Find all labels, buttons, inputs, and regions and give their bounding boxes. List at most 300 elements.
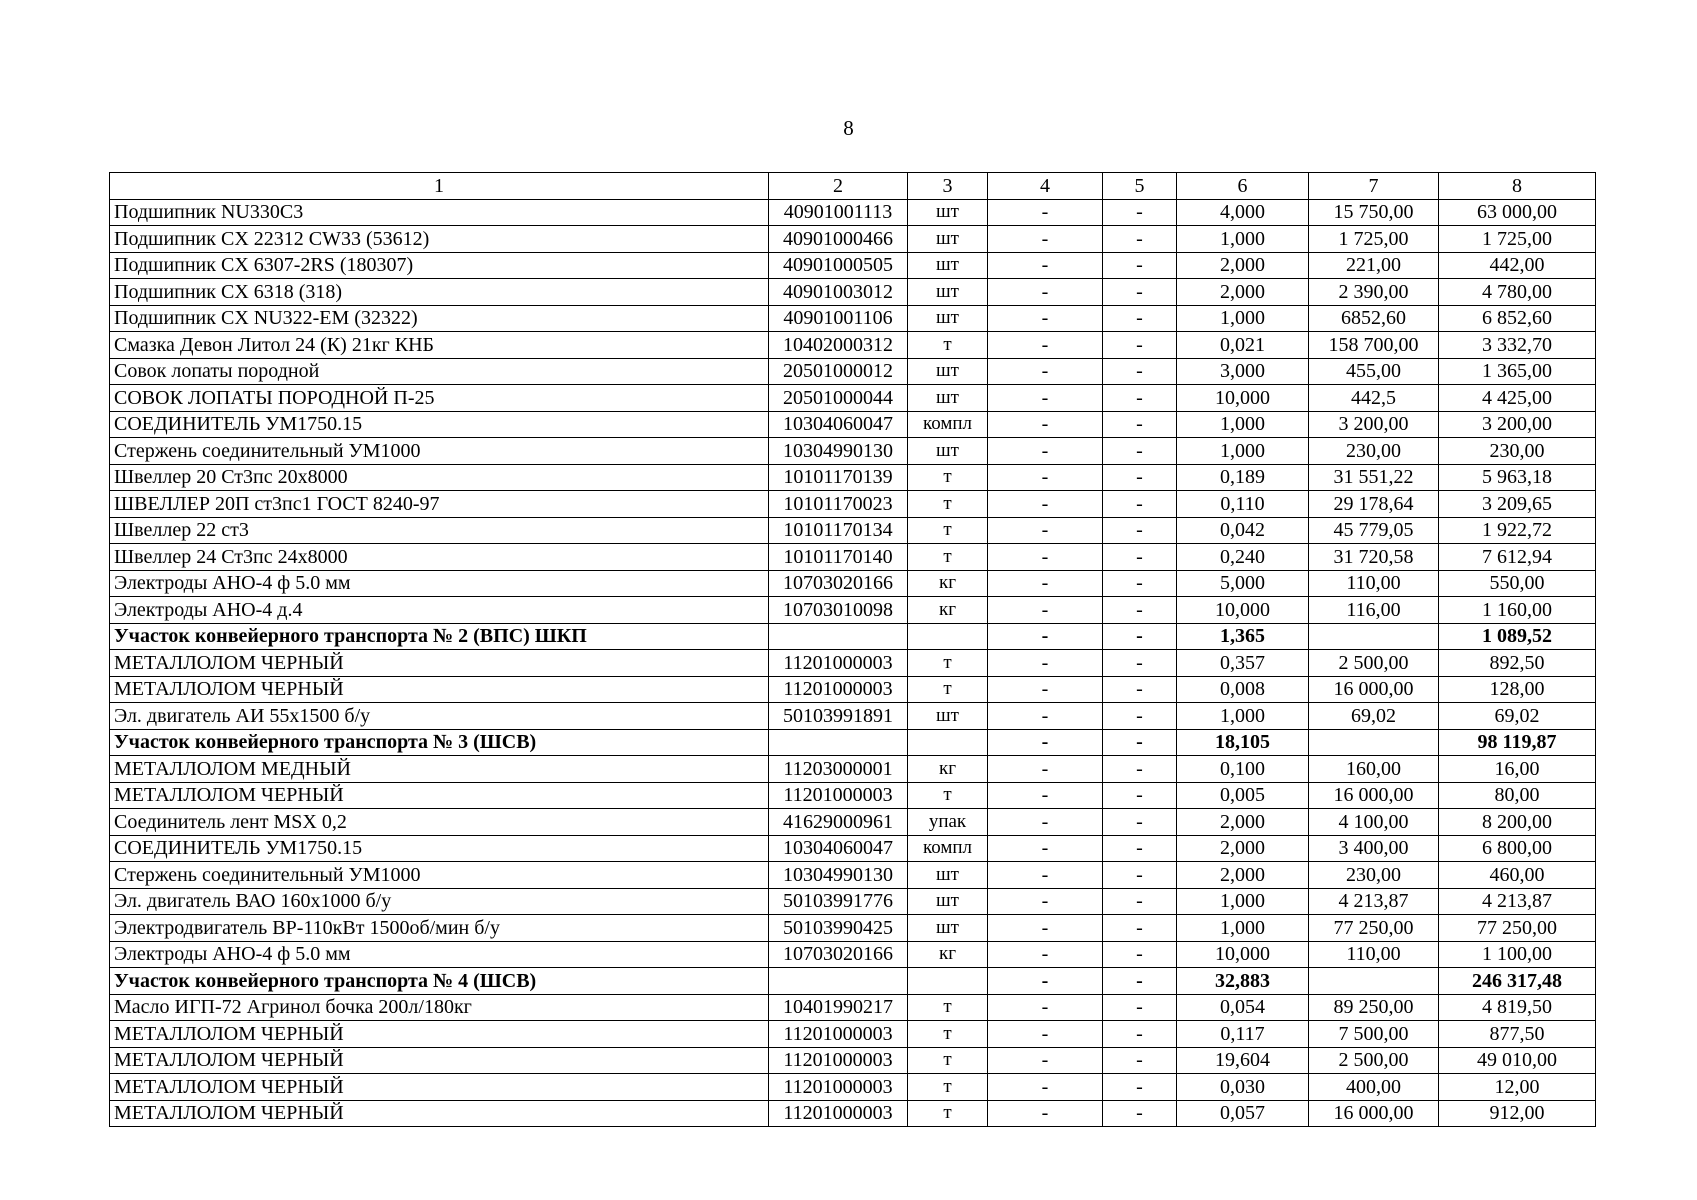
col-4-value: - <box>988 226 1103 253</box>
col-5-value: - <box>1103 226 1177 253</box>
table-row <box>110 835 1596 862</box>
unit-price: 2 390,00 <box>1309 279 1439 306</box>
col-5-value: - <box>1103 491 1177 518</box>
table-row <box>110 517 1596 544</box>
quantity: 0,008 <box>1177 676 1309 703</box>
total-amount: 246 317,48 <box>1439 968 1596 995</box>
unit-price: 69,02 <box>1309 703 1439 730</box>
item-unit: кг <box>908 756 988 783</box>
col-4-value: - <box>988 809 1103 836</box>
item-code: 50103991776 <box>769 888 908 915</box>
col-4-value: - <box>988 862 1103 889</box>
unit-price: 2 500,00 <box>1309 1047 1439 1074</box>
col-4-value: - <box>988 1074 1103 1101</box>
quantity: 0,189 <box>1177 464 1309 491</box>
table-row <box>110 226 1596 253</box>
item-name: Участок конвейерного транспорта № 4 (ШСВ) <box>110 968 769 995</box>
total-amount: 3 209,65 <box>1439 491 1596 518</box>
total-amount: 7 612,94 <box>1439 544 1596 571</box>
unit-price: 230,00 <box>1309 862 1439 889</box>
col-5-value: - <box>1103 968 1177 995</box>
section-row <box>110 968 1596 995</box>
item-name: СОВОК ЛОПАТЫ ПОРОДНОЙ П-25 <box>110 385 769 412</box>
table-row <box>110 703 1596 730</box>
item-code: 10304990130 <box>769 438 908 465</box>
col-4-value: - <box>988 650 1103 677</box>
item-unit: кг <box>908 597 988 624</box>
col-4-value: - <box>988 888 1103 915</box>
total-amount: 5 963,18 <box>1439 464 1596 491</box>
quantity: 1,000 <box>1177 411 1309 438</box>
col-5-value: - <box>1103 544 1177 571</box>
quantity: 0,240 <box>1177 544 1309 571</box>
quantity: 2,000 <box>1177 809 1309 836</box>
section-row <box>110 623 1596 650</box>
item-name: Соединитель лент MSX 0,2 <box>110 809 769 836</box>
unit-price: 89 250,00 <box>1309 994 1439 1021</box>
table-row <box>110 252 1596 279</box>
table-row <box>110 782 1596 809</box>
item-unit: т <box>908 491 988 518</box>
item-unit: т <box>908 1047 988 1074</box>
item-code: 40901001106 <box>769 305 908 332</box>
item-code <box>769 623 908 650</box>
item-name: Подшипник NU330C3 <box>110 199 769 226</box>
item-unit: т <box>908 1074 988 1101</box>
quantity: 3,000 <box>1177 358 1309 385</box>
item-code: 10101170140 <box>769 544 908 571</box>
unit-price: 160,00 <box>1309 756 1439 783</box>
unit-price: 16 000,00 <box>1309 1100 1439 1127</box>
column-number-1: 1 <box>110 173 769 200</box>
item-unit: т <box>908 650 988 677</box>
item-code: 10304060047 <box>769 411 908 438</box>
column-number-7: 7 <box>1309 173 1439 200</box>
total-amount: 77 250,00 <box>1439 915 1596 942</box>
table-row <box>110 199 1596 226</box>
quantity: 10,000 <box>1177 941 1309 968</box>
total-amount: 442,00 <box>1439 252 1596 279</box>
item-name: Совок лопаты породной <box>110 358 769 385</box>
quantity: 0,054 <box>1177 994 1309 1021</box>
quantity: 0,100 <box>1177 756 1309 783</box>
total-amount: 6 852,60 <box>1439 305 1596 332</box>
table-row <box>110 305 1596 332</box>
total-amount: 128,00 <box>1439 676 1596 703</box>
unit-price: 158 700,00 <box>1309 332 1439 359</box>
total-amount: 1 089,52 <box>1439 623 1596 650</box>
table-row <box>110 650 1596 677</box>
column-number-5: 5 <box>1103 173 1177 200</box>
data-table <box>109 172 1596 1127</box>
item-code: 11201000003 <box>769 1100 908 1127</box>
item-code: 11201000003 <box>769 782 908 809</box>
item-unit: кг <box>908 570 988 597</box>
unit-price: 1 725,00 <box>1309 226 1439 253</box>
quantity: 2,000 <box>1177 862 1309 889</box>
item-code: 20501000012 <box>769 358 908 385</box>
item-unit: шт <box>908 915 988 942</box>
item-name: Швеллер 20 Ст3пс 20х8000 <box>110 464 769 491</box>
quantity: 0,030 <box>1177 1074 1309 1101</box>
item-name: Подшипник CX 6318 (318) <box>110 279 769 306</box>
item-name: Эл. двигатель АИ 55х1500 б/у <box>110 703 769 730</box>
col-4-value: - <box>988 438 1103 465</box>
quantity: 1,000 <box>1177 703 1309 730</box>
item-name: МЕТАЛЛОЛОМ ЧЕРНЫЙ <box>110 1021 769 1048</box>
col-5-value: - <box>1103 1100 1177 1127</box>
item-unit: т <box>908 544 988 571</box>
item-name: СОЕДИНИТЕЛЬ УМ1750.15 <box>110 411 769 438</box>
item-code: 40901000466 <box>769 226 908 253</box>
col-4-value: - <box>988 199 1103 226</box>
table-row <box>110 332 1596 359</box>
item-code: 10304060047 <box>769 835 908 862</box>
quantity: 10,000 <box>1177 385 1309 412</box>
table-row <box>110 1021 1596 1048</box>
col-5-value: - <box>1103 862 1177 889</box>
col-5-value: - <box>1103 252 1177 279</box>
total-amount: 550,00 <box>1439 570 1596 597</box>
col-5-value: - <box>1103 650 1177 677</box>
item-name: Электроды АНО-4 ф 5.0 мм <box>110 941 769 968</box>
column-number-2: 2 <box>769 173 908 200</box>
col-4-value: - <box>988 676 1103 703</box>
item-unit: шт <box>908 703 988 730</box>
item-name: Стержень соединительный УМ1000 <box>110 438 769 465</box>
total-amount: 1 160,00 <box>1439 597 1596 624</box>
item-name: МЕТАЛЛОЛОМ ЧЕРНЫЙ <box>110 650 769 677</box>
item-name: Подшипник CX 22312 CW33 (53612) <box>110 226 769 253</box>
item-unit: шт <box>908 888 988 915</box>
column-number-3: 3 <box>908 173 988 200</box>
quantity: 18,105 <box>1177 729 1309 756</box>
table-row <box>110 464 1596 491</box>
item-code: 11201000003 <box>769 1074 908 1101</box>
quantity: 2,000 <box>1177 835 1309 862</box>
unit-price: 221,00 <box>1309 252 1439 279</box>
item-unit: т <box>908 517 988 544</box>
col-4-value: - <box>988 544 1103 571</box>
quantity: 1,000 <box>1177 915 1309 942</box>
item-unit <box>908 729 988 756</box>
item-unit: шт <box>908 305 988 332</box>
col-5-value: - <box>1103 305 1177 332</box>
quantity: 0,110 <box>1177 491 1309 518</box>
quantity: 1,000 <box>1177 305 1309 332</box>
quantity: 2,000 <box>1177 252 1309 279</box>
quantity: 10,000 <box>1177 597 1309 624</box>
unit-price <box>1309 729 1439 756</box>
item-name: МЕТАЛЛОЛОМ МЕДНЫЙ <box>110 756 769 783</box>
item-code: 10402000312 <box>769 332 908 359</box>
total-amount: 3 332,70 <box>1439 332 1596 359</box>
item-name: Стержень соединительный УМ1000 <box>110 862 769 889</box>
col-5-value: - <box>1103 385 1177 412</box>
total-amount: 460,00 <box>1439 862 1596 889</box>
unit-price: 6852,60 <box>1309 305 1439 332</box>
item-code: 10401990217 <box>769 994 908 1021</box>
col-4-value: - <box>988 968 1103 995</box>
item-name: СОЕДИНИТЕЛЬ УМ1750.15 <box>110 835 769 862</box>
item-code: 11201000003 <box>769 650 908 677</box>
total-amount: 892,50 <box>1439 650 1596 677</box>
table-body <box>110 173 1596 1127</box>
total-amount: 80,00 <box>1439 782 1596 809</box>
item-unit: шт <box>908 279 988 306</box>
col-4-value: - <box>988 358 1103 385</box>
total-amount: 230,00 <box>1439 438 1596 465</box>
total-amount: 63 000,00 <box>1439 199 1596 226</box>
col-5-value: - <box>1103 835 1177 862</box>
total-amount: 1 725,00 <box>1439 226 1596 253</box>
item-code: 10703020166 <box>769 941 908 968</box>
item-name: МЕТАЛЛОЛОМ ЧЕРНЫЙ <box>110 1074 769 1101</box>
item-name: Участок конвейерного транспорта № 2 (ВПС) ШКП <box>110 623 769 650</box>
quantity: 0,042 <box>1177 517 1309 544</box>
col-5-value: - <box>1103 411 1177 438</box>
item-unit: шт <box>908 226 988 253</box>
quantity: 1,000 <box>1177 226 1309 253</box>
item-unit: т <box>908 782 988 809</box>
item-code: 50103991891 <box>769 703 908 730</box>
quantity: 32,883 <box>1177 968 1309 995</box>
item-name: Масло ИГП-72 Агринол бочка 200л/180кг <box>110 994 769 1021</box>
unit-price: 116,00 <box>1309 597 1439 624</box>
unit-price: 29 178,64 <box>1309 491 1439 518</box>
col-5-value: - <box>1103 358 1177 385</box>
unit-price: 7 500,00 <box>1309 1021 1439 1048</box>
item-unit: упак <box>908 809 988 836</box>
col-5-value: - <box>1103 623 1177 650</box>
quantity: 0,057 <box>1177 1100 1309 1127</box>
item-code: 40901000505 <box>769 252 908 279</box>
col-5-value: - <box>1103 464 1177 491</box>
col-5-value: - <box>1103 756 1177 783</box>
col-5-value: - <box>1103 517 1177 544</box>
section-row <box>110 729 1596 756</box>
col-4-value: - <box>988 597 1103 624</box>
col-5-value: - <box>1103 279 1177 306</box>
item-name: Смазка Девон Литол 24 (К) 21кг КНБ <box>110 332 769 359</box>
col-5-value: - <box>1103 332 1177 359</box>
item-code: 10703020166 <box>769 570 908 597</box>
quantity: 1,000 <box>1177 888 1309 915</box>
col-5-value: - <box>1103 703 1177 730</box>
col-4-value: - <box>988 729 1103 756</box>
item-code: 10101170023 <box>769 491 908 518</box>
col-4-value: - <box>988 1100 1103 1127</box>
item-name: МЕТАЛЛОЛОМ ЧЕРНЫЙ <box>110 1100 769 1127</box>
table-row <box>110 491 1596 518</box>
item-code: 11201000003 <box>769 676 908 703</box>
col-5-value: - <box>1103 915 1177 942</box>
item-unit: шт <box>908 862 988 889</box>
col-4-value: - <box>988 623 1103 650</box>
unit-price <box>1309 968 1439 995</box>
item-code: 50103990425 <box>769 915 908 942</box>
unit-price: 400,00 <box>1309 1074 1439 1101</box>
total-amount: 4 425,00 <box>1439 385 1596 412</box>
col-4-value: - <box>988 305 1103 332</box>
total-amount: 1 365,00 <box>1439 358 1596 385</box>
col-5-value: - <box>1103 676 1177 703</box>
col-5-value: - <box>1103 729 1177 756</box>
item-code: 11201000003 <box>769 1047 908 1074</box>
unit-price: 230,00 <box>1309 438 1439 465</box>
item-unit: компл <box>908 835 988 862</box>
col-4-value: - <box>988 517 1103 544</box>
item-unit <box>908 968 988 995</box>
quantity: 0,005 <box>1177 782 1309 809</box>
item-name: Эл. двигатель ВАО 160х1000 б/у <box>110 888 769 915</box>
column-number-row <box>110 173 1596 200</box>
item-unit: шт <box>908 358 988 385</box>
item-name: Электродвигатель ВР-110кВт 1500об/мин б/у <box>110 915 769 942</box>
unit-price: 31 551,22 <box>1309 464 1439 491</box>
table-row <box>110 544 1596 571</box>
item-unit: шт <box>908 438 988 465</box>
column-number-4: 4 <box>988 173 1103 200</box>
table-row <box>110 756 1596 783</box>
table-row <box>110 411 1596 438</box>
table-row <box>110 597 1596 624</box>
quantity: 0,117 <box>1177 1021 1309 1048</box>
col-4-value: - <box>988 994 1103 1021</box>
col-4-value: - <box>988 411 1103 438</box>
table-row <box>110 385 1596 412</box>
item-code: 40901001113 <box>769 199 908 226</box>
quantity: 4,000 <box>1177 199 1309 226</box>
item-code <box>769 968 908 995</box>
total-amount: 6 800,00 <box>1439 835 1596 862</box>
total-amount: 49 010,00 <box>1439 1047 1596 1074</box>
unit-price: 442,5 <box>1309 385 1439 412</box>
item-name: Швеллер 22 ст3 <box>110 517 769 544</box>
unit-price: 2 500,00 <box>1309 650 1439 677</box>
total-amount: 69,02 <box>1439 703 1596 730</box>
total-amount: 8 200,00 <box>1439 809 1596 836</box>
table-row <box>110 915 1596 942</box>
col-5-value: - <box>1103 597 1177 624</box>
item-code: 10101170134 <box>769 517 908 544</box>
col-5-value: - <box>1103 1021 1177 1048</box>
item-code: 40901003012 <box>769 279 908 306</box>
unit-price: 110,00 <box>1309 941 1439 968</box>
item-unit: шт <box>908 385 988 412</box>
item-unit: т <box>908 676 988 703</box>
quantity: 0,021 <box>1177 332 1309 359</box>
col-5-value: - <box>1103 994 1177 1021</box>
col-5-value: - <box>1103 782 1177 809</box>
unit-price: 4 213,87 <box>1309 888 1439 915</box>
table-row <box>110 1047 1596 1074</box>
item-code: 41629000961 <box>769 809 908 836</box>
item-unit: шт <box>908 252 988 279</box>
col-5-value: - <box>1103 941 1177 968</box>
total-amount: 4 213,87 <box>1439 888 1596 915</box>
item-code: 10703010098 <box>769 597 908 624</box>
unit-price: 16 000,00 <box>1309 676 1439 703</box>
item-code: 20501000044 <box>769 385 908 412</box>
item-name: Электроды АНО-4 ф 5.0 мм <box>110 570 769 597</box>
quantity: 1,365 <box>1177 623 1309 650</box>
table-row <box>110 888 1596 915</box>
item-code: 11201000003 <box>769 1021 908 1048</box>
col-5-value: - <box>1103 1047 1177 1074</box>
item-unit: т <box>908 1100 988 1127</box>
table-row <box>110 676 1596 703</box>
total-amount: 12,00 <box>1439 1074 1596 1101</box>
unit-price: 110,00 <box>1309 570 1439 597</box>
table-row <box>110 358 1596 385</box>
table-row <box>110 941 1596 968</box>
unit-price: 455,00 <box>1309 358 1439 385</box>
total-amount: 877,50 <box>1439 1021 1596 1048</box>
col-4-value: - <box>988 1021 1103 1048</box>
item-name: Подшипник CX 6307-2RS (180307) <box>110 252 769 279</box>
total-amount: 98 119,87 <box>1439 729 1596 756</box>
col-4-value: - <box>988 279 1103 306</box>
total-amount: 1 922,72 <box>1439 517 1596 544</box>
item-code <box>769 729 908 756</box>
total-amount: 912,00 <box>1439 1100 1596 1127</box>
quantity: 19,604 <box>1177 1047 1309 1074</box>
item-unit: шт <box>908 199 988 226</box>
unit-price: 4 100,00 <box>1309 809 1439 836</box>
col-5-value: - <box>1103 199 1177 226</box>
total-amount: 3 200,00 <box>1439 411 1596 438</box>
unit-price: 16 000,00 <box>1309 782 1439 809</box>
total-amount: 4 819,50 <box>1439 994 1596 1021</box>
item-name: Электроды АНО-4 д.4 <box>110 597 769 624</box>
col-4-value: - <box>988 570 1103 597</box>
col-5-value: - <box>1103 888 1177 915</box>
item-unit: т <box>908 332 988 359</box>
unit-price: 3 200,00 <box>1309 411 1439 438</box>
col-4-value: - <box>988 941 1103 968</box>
quantity: 5,000 <box>1177 570 1309 597</box>
unit-price <box>1309 623 1439 650</box>
item-unit <box>908 623 988 650</box>
column-number-8: 8 <box>1439 173 1596 200</box>
table-row <box>110 570 1596 597</box>
item-code: 10101170139 <box>769 464 908 491</box>
table-row <box>110 809 1596 836</box>
unit-price: 77 250,00 <box>1309 915 1439 942</box>
item-name: ШВЕЛЛЕР 20П ст3пс1 ГОСТ 8240-97 <box>110 491 769 518</box>
item-name: Подшипник CX NU322-EM (32322) <box>110 305 769 332</box>
column-number-6: 6 <box>1177 173 1309 200</box>
item-unit: т <box>908 1021 988 1048</box>
unit-price: 31 720,58 <box>1309 544 1439 571</box>
col-4-value: - <box>988 491 1103 518</box>
col-5-value: - <box>1103 809 1177 836</box>
item-unit: т <box>908 994 988 1021</box>
item-code: 10304990130 <box>769 862 908 889</box>
table-row <box>110 438 1596 465</box>
table-row <box>110 862 1596 889</box>
table-row <box>110 279 1596 306</box>
item-name: МЕТАЛЛОЛОМ ЧЕРНЫЙ <box>110 1047 769 1074</box>
total-amount: 1 100,00 <box>1439 941 1596 968</box>
col-4-value: - <box>988 332 1103 359</box>
item-name: Участок конвейерного транспорта № 3 (ШСВ) <box>110 729 769 756</box>
col-5-value: - <box>1103 570 1177 597</box>
table-row <box>110 994 1596 1021</box>
quantity: 0,357 <box>1177 650 1309 677</box>
unit-price: 15 750,00 <box>1309 199 1439 226</box>
